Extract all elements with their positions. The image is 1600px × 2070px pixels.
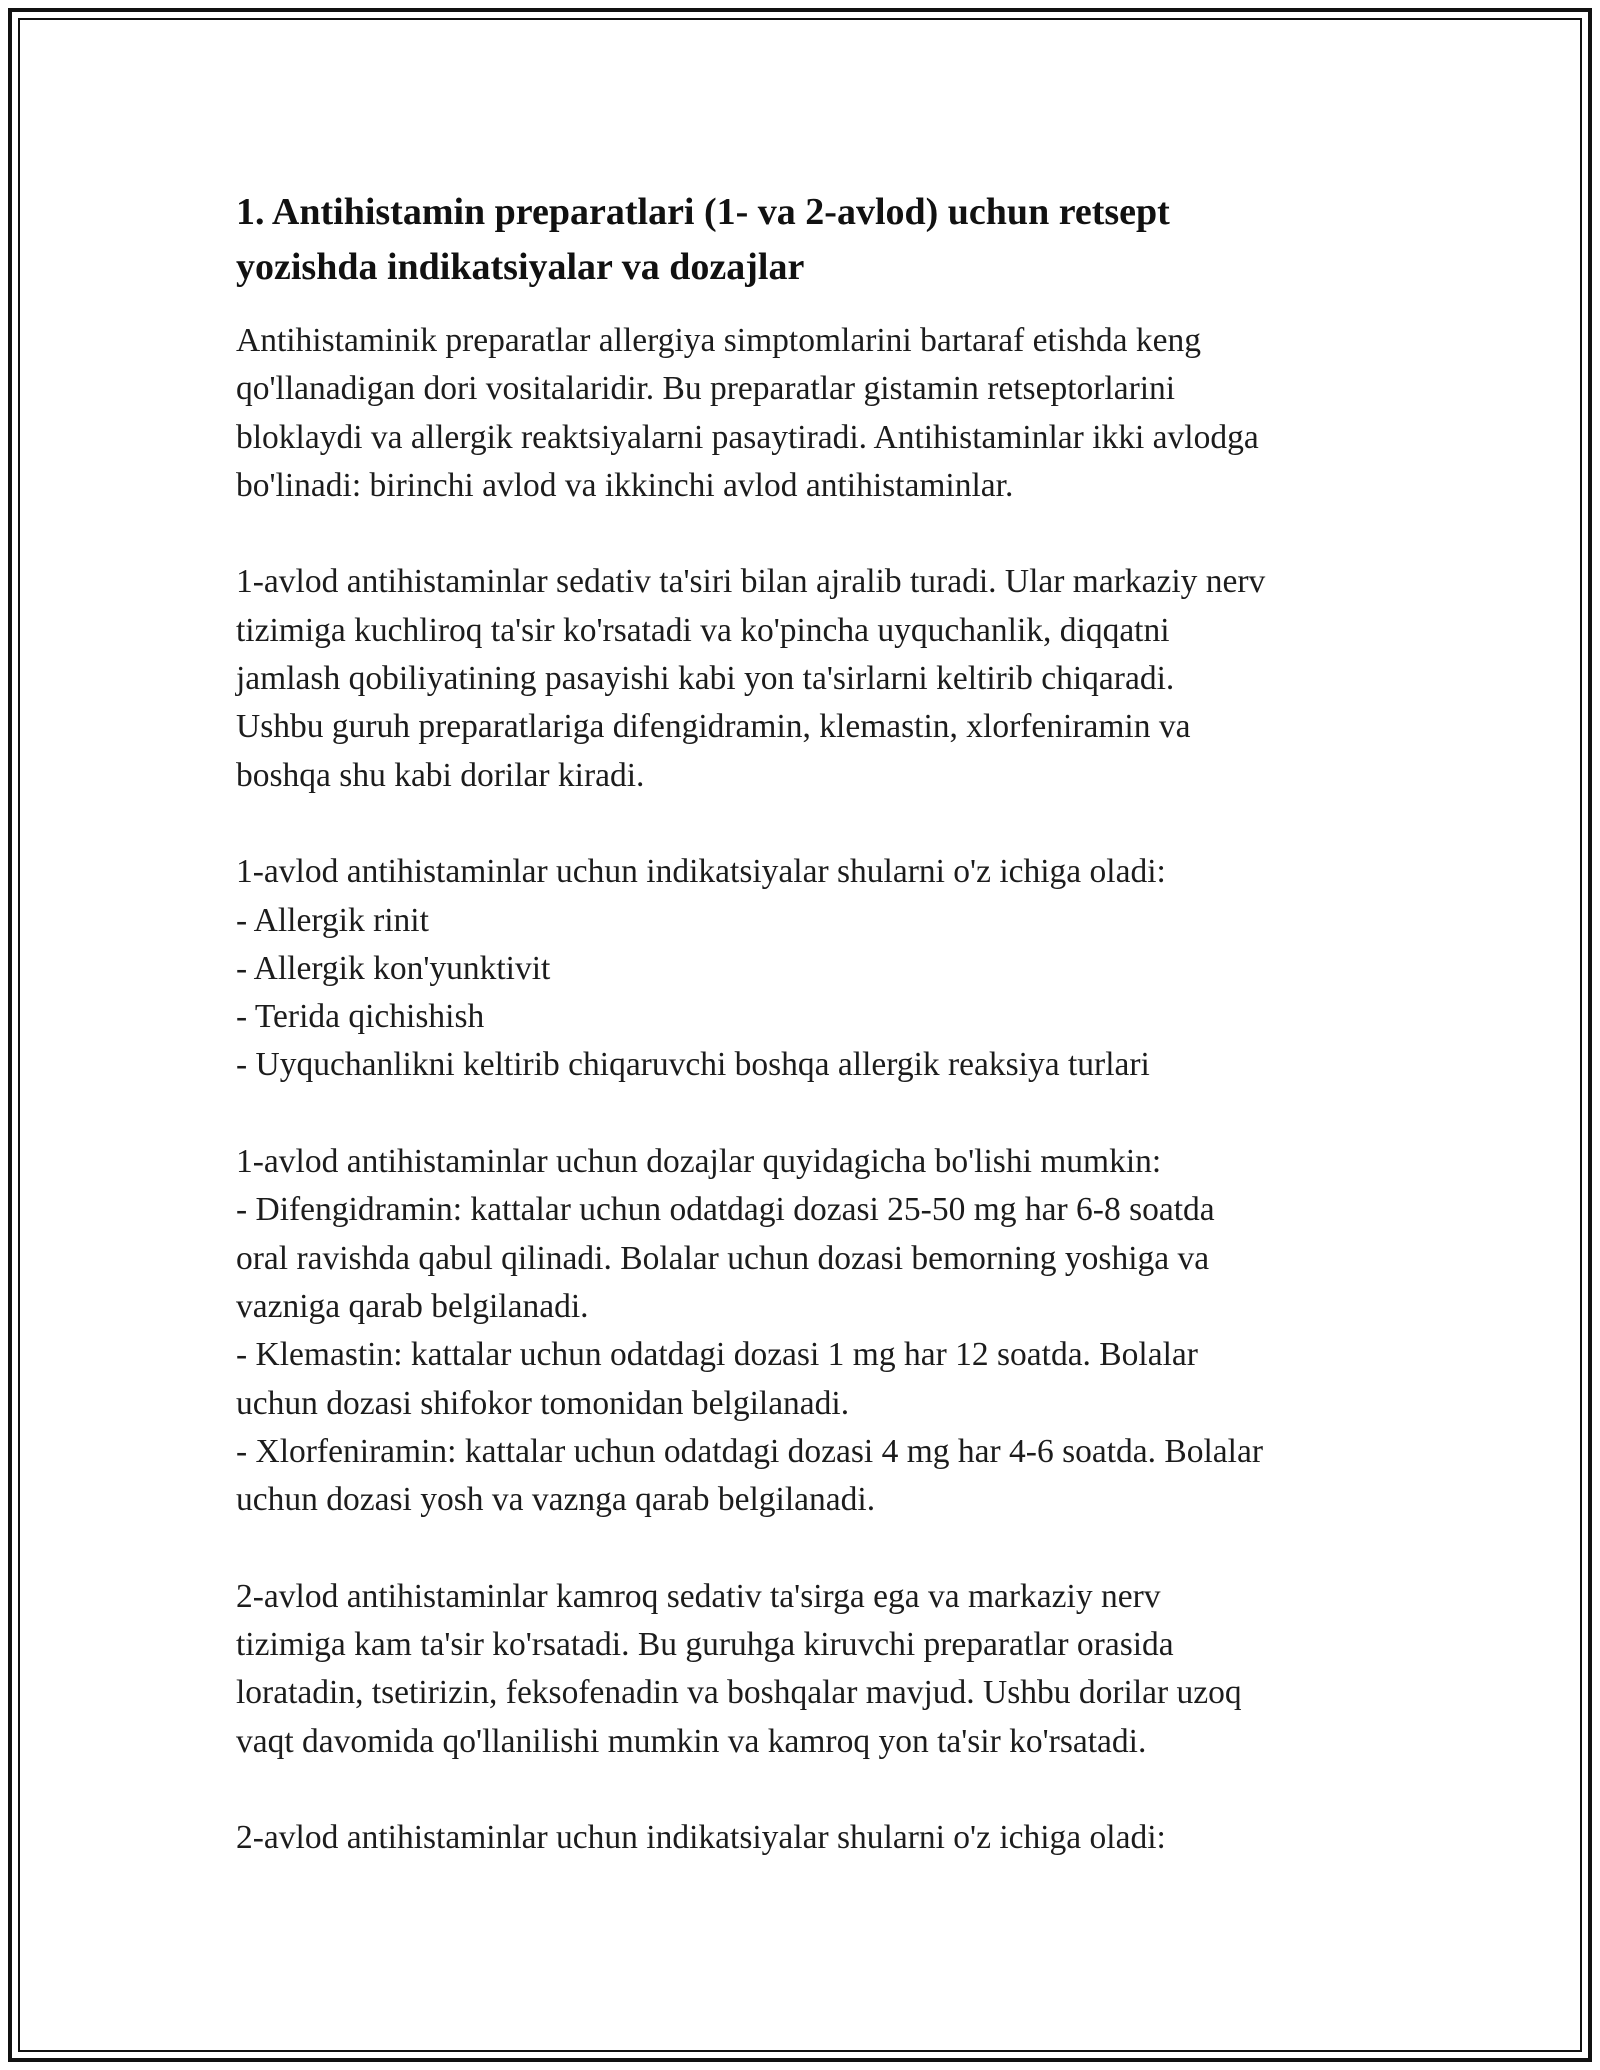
text-line: bo'linadi: birinchi avlod va ikkinchi avlod antihistaminlar.: [236, 466, 1014, 504]
text-line: bloklaydi va allergik reaktsiyalarni pasaytiradi. Antihistaminlar ikki avlodga: [236, 418, 1259, 456]
title-line: 1. Antihistamin preparatlari (1- va 2-avlod) uchun retsept: [236, 191, 1170, 233]
text-line: oral ravishda qabul qilinadi. Bolalar uchun dozasi bemorning yoshiga va: [236, 1239, 1210, 1277]
document-content: [236, 185, 1376, 1911]
text-line: qo'llanadigan dori vositalaridir. Bu preparatlar gistamin retseptorlarini: [236, 370, 1176, 408]
text-line: vaqt davomida qo'llanilishi mumkin va kamroq yon ta'sir ko'rsatadi.: [236, 1722, 1147, 1760]
text-line: vazniga qarab belgilanadi.: [236, 1287, 589, 1325]
list-heading: 1-avlod antihistaminlar uchun dozajlar quyidagicha bo'lishi mumkin:: [236, 1143, 1162, 1181]
text-line: jamlash qobiliyatining pasayishi kabi yon ta'sirlarni keltirib chiqaradi.: [236, 660, 1175, 698]
title-line: yozishda indikatsiyalar va dozajlar: [236, 246, 805, 288]
list-item: - Klemastin: kattalar uchun odatdagi dozasi 1 mg har 12 soatda. Bolalar: [236, 1336, 1198, 1374]
text-line: loratadin, tsetirizin, feksofenadin va boshqalar mavjud. Ushbu dorilar uzoq: [236, 1674, 1242, 1712]
paragraph-first-generation: [236, 558, 1376, 799]
list-item: - Difengidramin: kattalar uchun odatdagi dozasi 25-50 mg har 6-8 soatda: [236, 1191, 1215, 1229]
text-line: tizimiga kam ta'sir ko'rsatadi. Bu guruhga kiruvchi preparatlar orasida: [236, 1626, 1174, 1664]
paragraph-intro: [236, 317, 1376, 510]
text-line: 1-avlod antihistaminlar sedativ ta'siri bilan ajralib turadi. Ular markaziy nerv: [236, 563, 1266, 601]
text-line: uchun dozasi yosh va vaznga qarab belgilanadi.: [236, 1481, 876, 1519]
paragraph-first-gen-dosages: [236, 1138, 1376, 1524]
text-line: 2-avlod antihistaminlar kamroq sedativ ta'sirga ega va markaziy nerv: [236, 1577, 1161, 1615]
document-title: [236, 185, 1376, 295]
text-line: Antihistaminik preparatlar allergiya simptomlarini bartaraf etishda keng: [236, 322, 1201, 359]
list-item: - Xlorfeniramin: kattalar uchun odatdagi dozasi 4 mg har 4-6 soatda. Bolalar: [236, 1432, 1264, 1470]
list-item: - Terida qichishish: [236, 998, 485, 1036]
text-line: boshqa shu kabi dorilar kiradi.: [236, 756, 645, 794]
text-line: Ushbu guruh preparatlariga difengidramin, klemastin, xlorfeniramin va: [236, 708, 1191, 746]
paragraph-second-gen-indications: [236, 1814, 1376, 1862]
list-item: - Allergik rinit: [236, 901, 429, 939]
list-item: - Uyquchanlikni keltirib chiqaruvchi boshqa allergik reaksiya turlari: [236, 1046, 1150, 1084]
text-line: uchun dozasi shifokor tomonidan belgilanadi.: [236, 1384, 850, 1422]
list-heading: 2-avlod antihistaminlar uchun indikatsiyalar shularni o'z ichiga oladi:: [236, 1819, 1166, 1857]
list-item: - Allergik kon'yunktivit: [236, 949, 551, 987]
paragraph-second-generation: [236, 1573, 1376, 1766]
text-line: tizimiga kuchliroq ta'sir ko'rsatadi va ko'pincha uyquchanlik, diqqatni: [236, 611, 1170, 649]
document-body: [236, 317, 1376, 1863]
list-heading: 1-avlod antihistaminlar uchun indikatsiyalar shularni o'z ichiga oladi:: [236, 853, 1166, 891]
paragraph-first-gen-indications: [236, 848, 1376, 1089]
